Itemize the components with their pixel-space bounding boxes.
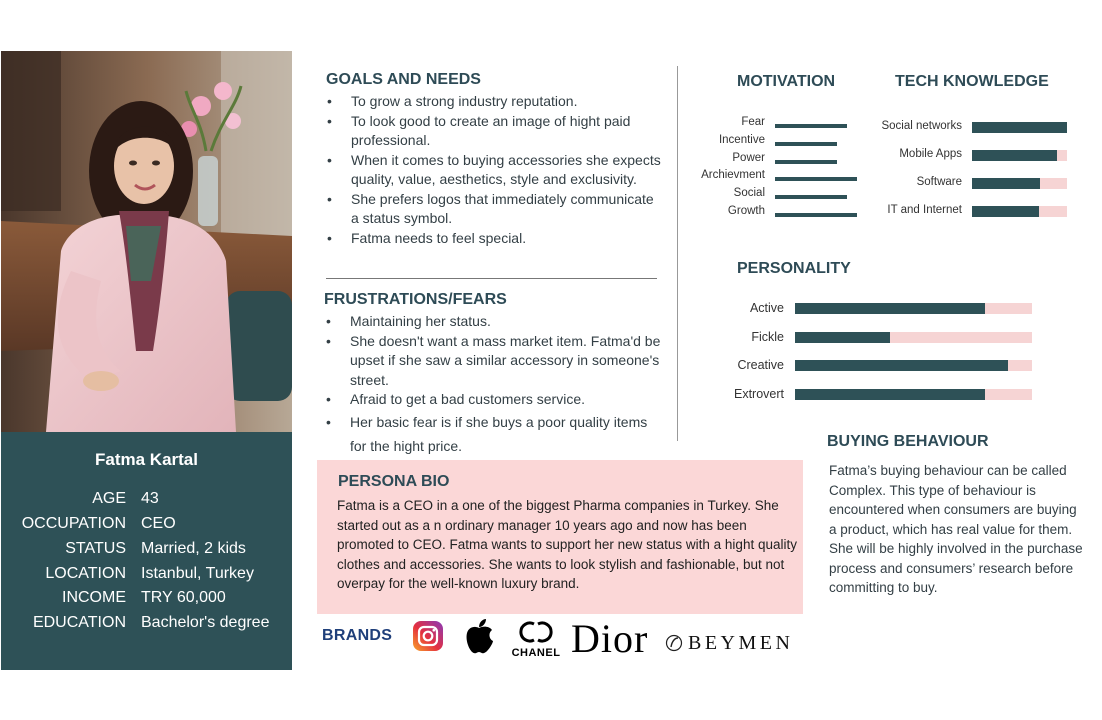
profile-row-location	[1, 565, 292, 589]
bio-text: Fatma is a CEO in a one of the biggest Pharma companies in Turkey. She started out as a n ordinary manager 10 years ago and now has been promoted to CEO. Fatma wants to support her new status with a hight quality clothes and accessories. She wants to look stylish and fashionable, but not overpay for the well-known luxury brand.	[337, 498, 797, 591]
personality-bar-label: Creative	[737, 358, 784, 372]
tech-bar-label: Social networks	[881, 120, 962, 132]
motivation-bar-fill	[775, 177, 857, 181]
list-item: • She doesn't want a mass market item. Fatma'd be upset if she saw a similar accessory in someone's street.	[324, 332, 664, 391]
tech-bar-fill	[972, 150, 1057, 161]
personality-bar-fill	[795, 303, 985, 314]
motivation-bar-label: Incentive	[718, 133, 765, 146]
profile-value: Bachelor's degree	[141, 614, 270, 631]
list-item: • When it comes to buying accessories she expects quality, value, aesthetics, style and exclusivity.	[325, 151, 665, 190]
motivation-bar-label: Fear	[741, 116, 765, 128]
persona-photo	[1, 51, 292, 432]
profile-label: OCCUPATION	[21, 515, 126, 532]
motivation-bar-label: Social	[733, 187, 765, 200]
list-item: • To grow a strong industry reputation.	[325, 92, 665, 112]
profile-label: AGE	[92, 490, 126, 507]
chanel-wordmark: CHANEL	[511, 647, 561, 659]
profile-row-education	[1, 614, 292, 638]
tech-bar-fill	[972, 178, 1040, 189]
section-divider	[326, 278, 657, 279]
instagram-logo-icon	[412, 620, 444, 657]
frustrations-list	[324, 312, 664, 458]
motivation-bar-fill	[775, 213, 857, 217]
motivation-bar-track	[775, 124, 857, 128]
profile-value: 43	[141, 490, 159, 507]
tech-bar-label: Software	[916, 176, 962, 188]
motivation-bar-fill	[775, 124, 847, 128]
motivation-bar-track	[775, 142, 857, 146]
profile-value: Istanbul, Turkey	[141, 565, 254, 582]
profile-label: EDUCATION	[32, 614, 126, 631]
list-item: • Her basic fear is if she buys a poor quality items for the hight price.	[324, 410, 664, 458]
goals-heading: GOALS AND NEEDS	[326, 71, 481, 88]
motivation-bar-track	[775, 177, 857, 181]
persona-name: Fatma Kartal	[95, 450, 198, 469]
tech-bar-track	[972, 150, 1067, 161]
personality-bar-fill	[795, 332, 890, 343]
profile-row-occupation	[1, 515, 292, 539]
personality-bar-label: Fickle	[751, 329, 784, 344]
tech-bar-fill	[972, 206, 1039, 217]
personality-bar-fill	[795, 360, 1008, 371]
apple-logo-icon	[463, 617, 495, 660]
profile-row-income	[1, 589, 292, 613]
profile-value: CEO	[141, 515, 176, 532]
profile-row-age	[1, 490, 292, 514]
list-item: • Maintaining her status.	[324, 312, 664, 332]
dior-wordmark: Dior	[571, 616, 649, 661]
beymen-wordmark: BEYMEN	[688, 632, 794, 654]
profile-row-status	[1, 540, 292, 564]
column-divider	[677, 66, 678, 441]
motivation-bar-label: Power	[732, 151, 765, 164]
beymen-emblem-icon	[665, 633, 685, 653]
motivation-bar-track	[775, 160, 857, 164]
tech-heading: TECH KNOWLEDGE	[895, 73, 1049, 90]
motivation-bar-track	[775, 213, 857, 217]
tech-bar-track	[972, 206, 1067, 217]
frustrations-heading: FRUSTRATIONS/FEARS	[324, 291, 507, 308]
personality-bar-track	[795, 332, 1032, 343]
motivation-bar-label: Archievment	[701, 169, 765, 182]
motivation-bar-track	[775, 195, 857, 199]
list-item: • She prefers logos that immediately communicate a status symbol.	[325, 190, 665, 229]
profile-label: LOCATION	[45, 565, 126, 582]
buying-heading: BUYING BEHAVIOUR	[827, 433, 989, 450]
persona-portrait-image	[1, 51, 292, 432]
profile-value: TRY 60,000	[141, 589, 226, 606]
list-item: • To look good to create an image of hight paid professional.	[325, 112, 665, 151]
personality-bar-track	[795, 360, 1032, 371]
tech-bar-fill	[972, 122, 1067, 133]
personality-bar-label: Active	[749, 301, 784, 315]
motivation-bar-label: Growth	[727, 205, 765, 217]
profile-label: STATUS	[65, 540, 126, 557]
tech-bar-track	[972, 122, 1067, 133]
list-item: • Afraid to get a bad customers service.	[324, 390, 664, 410]
profile-label: INCOME	[62, 589, 126, 606]
persona-bio-panel	[317, 460, 803, 614]
personality-bar-fill	[795, 389, 985, 400]
motivation-bar-fill	[775, 142, 837, 146]
bio-heading: PERSONA BIO	[338, 473, 450, 490]
tech-bar-track	[972, 178, 1067, 189]
buying-text: Fatma’s buying behaviour can be called Complex. This type of behaviour is encountered when consumers are buying a product, which has real value for them. She will be highly involved in the purchase process and consumers’ research before committing to buy.	[829, 463, 1083, 595]
profile-panel	[1, 432, 292, 670]
personality-bar-label: Extrovert	[733, 386, 784, 401]
personality-bar-track	[795, 389, 1032, 400]
motivation-bar-fill	[775, 160, 837, 164]
tech-bar-label: IT and Internet	[887, 204, 962, 216]
personality-heading: PERSONALITY	[737, 260, 851, 277]
brands-heading: BRANDS	[322, 627, 393, 644]
profile-value: Married, 2 kids	[141, 540, 246, 557]
motivation-bar-fill	[775, 195, 847, 199]
personality-bar-track	[795, 303, 1032, 314]
goals-list	[325, 92, 665, 248]
chanel-logo	[509, 620, 563, 659]
chanel-cc-icon	[516, 620, 556, 644]
list-item: • Fatma needs to feel special.	[325, 229, 665, 249]
motivation-heading: MOTIVATION	[737, 73, 836, 90]
tech-bar-label: Mobile Apps	[899, 148, 962, 160]
